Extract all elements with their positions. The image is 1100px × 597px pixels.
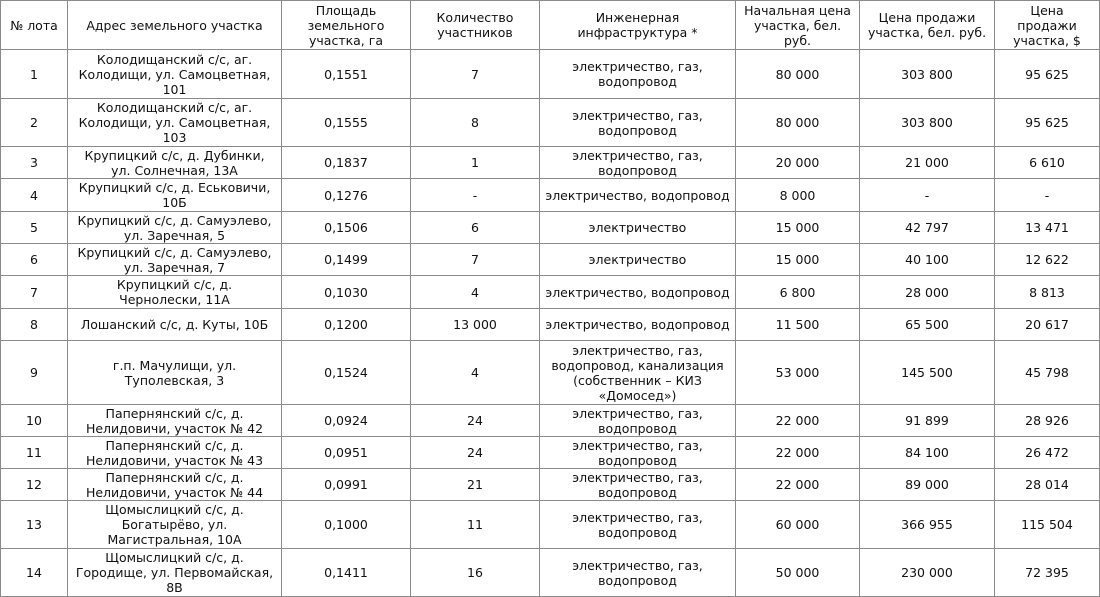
participants-cell: 11 (411, 501, 540, 549)
infrastructure-cell: электричество, газ, водопровод (540, 437, 736, 469)
infrastructure-cell: электричество, водопровод (540, 179, 736, 212)
address-cell: Крупицкий с/с, д. Самуэлево, ул. Заречная, 5 (68, 212, 282, 244)
address-cell: Щомыслицкий с/с, д. Богатырёво, ул. Магистральная, 10А (68, 501, 282, 549)
start-price-cell: 8 000 (736, 179, 860, 212)
address-cell: Колодищанский с/с, аг. Колодищи, ул. Самоцветная, 103 (68, 99, 282, 147)
infrastructure-cell: электричество, газ, водопровод (540, 549, 736, 597)
address-cell: Папернянский с/с, д. Нелидовичи, участок № 44 (68, 469, 282, 501)
sale-price-byr-cell: 366 955 (860, 501, 995, 549)
sale-price-byr-cell: 303 800 (860, 50, 995, 99)
col-header-lot-number: № лота (1, 1, 68, 50)
lot-number-cell: 8 (1, 309, 68, 341)
lot-number-cell: 10 (1, 405, 68, 437)
sale-price-usd-cell: 6 610 (995, 147, 1100, 179)
sale-price-byr-cell: 303 800 (860, 99, 995, 147)
sale-price-byr-cell: 40 100 (860, 244, 995, 276)
participants-cell: 7 (411, 244, 540, 276)
table-row (1, 244, 1100, 276)
area-cell: 0,1276 (282, 179, 411, 212)
sale-price-usd-cell: 20 617 (995, 309, 1100, 341)
infrastructure-cell: электричество, газ, водопровод (540, 147, 736, 179)
participants-cell: 24 (411, 437, 540, 469)
col-header-area: Площадь земельного участка, га (282, 1, 411, 50)
col-header-start-price: Начальная цена участка, бел. руб. (736, 1, 860, 50)
lot-number-cell: 4 (1, 179, 68, 212)
sale-price-usd-cell: 28 926 (995, 405, 1100, 437)
sale-price-byr-cell: 42 797 (860, 212, 995, 244)
area-cell: 0,1555 (282, 99, 411, 147)
lot-number-cell: 3 (1, 147, 68, 179)
participants-cell: 4 (411, 341, 540, 405)
area-cell: 0,1499 (282, 244, 411, 276)
infrastructure-cell: электричество, водопровод (540, 309, 736, 341)
start-price-cell: 22 000 (736, 437, 860, 469)
table-row (1, 309, 1100, 341)
start-price-cell: 20 000 (736, 147, 860, 179)
sale-price-usd-cell: 28 014 (995, 469, 1100, 501)
start-price-cell: 60 000 (736, 501, 860, 549)
table-row (1, 437, 1100, 469)
header-row (1, 1, 1100, 50)
start-price-cell: 15 000 (736, 212, 860, 244)
area-cell: 0,1551 (282, 50, 411, 99)
address-cell: Крупицкий с/с, д. Чернолески, 11А (68, 276, 282, 309)
area-cell: 0,0951 (282, 437, 411, 469)
area-cell: 0,0924 (282, 405, 411, 437)
table-row (1, 99, 1100, 147)
sale-price-byr-cell: 28 000 (860, 276, 995, 309)
sale-price-usd-cell: 95 625 (995, 99, 1100, 147)
sale-price-usd-cell: - (995, 179, 1100, 212)
table-row (1, 469, 1100, 501)
sale-price-byr-cell: 145 500 (860, 341, 995, 405)
participants-cell: 6 (411, 212, 540, 244)
sale-price-usd-cell: 95 625 (995, 50, 1100, 99)
participants-cell: 1 (411, 147, 540, 179)
table-row (1, 276, 1100, 309)
participants-cell: 13 000 (411, 309, 540, 341)
address-cell: Лошанский с/с, д. Куты, 10Б (68, 309, 282, 341)
start-price-cell: 6 800 (736, 276, 860, 309)
area-cell: 0,1030 (282, 276, 411, 309)
infrastructure-cell: электричество, газ, водопровод (540, 50, 736, 99)
start-price-cell: 53 000 (736, 341, 860, 405)
participants-cell: 8 (411, 99, 540, 147)
table-row (1, 341, 1100, 405)
lot-number-cell: 13 (1, 501, 68, 549)
lot-number-cell: 7 (1, 276, 68, 309)
address-cell: Папернянский с/с, д. Нелидовичи, участок № 42 (68, 405, 282, 437)
infrastructure-cell: электричество, газ, водопровод (540, 469, 736, 501)
table-row (1, 50, 1100, 99)
infrastructure-cell: электричество (540, 212, 736, 244)
address-cell: Крупицкий с/с, д. Дубинки, ул. Солнечная, 13А (68, 147, 282, 179)
area-cell: 0,1200 (282, 309, 411, 341)
sale-price-usd-cell: 45 798 (995, 341, 1100, 405)
lot-number-cell: 12 (1, 469, 68, 501)
sale-price-byr-cell: 65 500 (860, 309, 995, 341)
infrastructure-cell: электричество, газ, водопровод (540, 405, 736, 437)
col-header-sale-price-byr: Цена продажи участка, бел. руб. (860, 1, 995, 50)
table-row (1, 501, 1100, 549)
lot-number-cell: 6 (1, 244, 68, 276)
lot-number-cell: 9 (1, 341, 68, 405)
address-cell: Щомыслицкий с/с, д. Городище, ул. Первомайская, 8В (68, 549, 282, 597)
area-cell: 0,1524 (282, 341, 411, 405)
address-cell: Колодищанский с/с, аг. Колодищи, ул. Самоцветная, 101 (68, 50, 282, 99)
col-header-sale-price-usd: Цена продажи участка, $ (995, 1, 1100, 50)
participants-cell: 24 (411, 405, 540, 437)
col-header-address: Адрес земельного участка (68, 1, 282, 50)
sale-price-byr-cell: 91 899 (860, 405, 995, 437)
start-price-cell: 80 000 (736, 99, 860, 147)
infrastructure-cell: электричество, газ, водопровод, канализация (собственник – КИЗ «Домосед») (540, 341, 736, 405)
participants-cell: 21 (411, 469, 540, 501)
infrastructure-cell: электричество, газ, водопровод (540, 501, 736, 549)
start-price-cell: 11 500 (736, 309, 860, 341)
start-price-cell: 15 000 (736, 244, 860, 276)
area-cell: 0,1837 (282, 147, 411, 179)
sale-price-byr-cell: - (860, 179, 995, 212)
sale-price-usd-cell: 115 504 (995, 501, 1100, 549)
lot-number-cell: 5 (1, 212, 68, 244)
sale-price-usd-cell: 26 472 (995, 437, 1100, 469)
start-price-cell: 22 000 (736, 405, 860, 437)
lot-number-cell: 2 (1, 99, 68, 147)
table-row (1, 212, 1100, 244)
col-header-participants: Количество участников (411, 1, 540, 50)
area-cell: 0,0991 (282, 469, 411, 501)
participants-cell: - (411, 179, 540, 212)
participants-cell: 16 (411, 549, 540, 597)
table-row (1, 147, 1100, 179)
address-cell: г.п. Мачулищи, ул. Туполевская, 3 (68, 341, 282, 405)
area-cell: 0,1506 (282, 212, 411, 244)
lot-number-cell: 11 (1, 437, 68, 469)
start-price-cell: 50 000 (736, 549, 860, 597)
start-price-cell: 80 000 (736, 50, 860, 99)
table-row (1, 179, 1100, 212)
participants-cell: 7 (411, 50, 540, 99)
sale-price-usd-cell: 12 622 (995, 244, 1100, 276)
lot-number-cell: 1 (1, 50, 68, 99)
sale-price-byr-cell: 230 000 (860, 549, 995, 597)
sale-price-usd-cell: 8 813 (995, 276, 1100, 309)
sale-price-usd-cell: 72 395 (995, 549, 1100, 597)
table-row (1, 405, 1100, 437)
participants-cell: 4 (411, 276, 540, 309)
sale-price-byr-cell: 84 100 (860, 437, 995, 469)
infrastructure-cell: электричество (540, 244, 736, 276)
area-cell: 0,1411 (282, 549, 411, 597)
start-price-cell: 22 000 (736, 469, 860, 501)
infrastructure-cell: электричество, газ, водопровод (540, 99, 736, 147)
table-row (1, 549, 1100, 597)
address-cell: Крупицкий с/с, д. Самуэлево, ул. Заречная, 7 (68, 244, 282, 276)
address-cell: Папернянский с/с, д. Нелидовичи, участок № 43 (68, 437, 282, 469)
col-header-infrastructure: Инженерная инфраструктура * (540, 1, 736, 50)
sale-price-usd-cell: 13 471 (995, 212, 1100, 244)
area-cell: 0,1000 (282, 501, 411, 549)
address-cell: Крупицкий с/с, д. Еськовичи, 10Б (68, 179, 282, 212)
sale-price-byr-cell: 21 000 (860, 147, 995, 179)
sale-price-byr-cell: 89 000 (860, 469, 995, 501)
infrastructure-cell: электричество, водопровод (540, 276, 736, 309)
lot-number-cell: 14 (1, 549, 68, 597)
